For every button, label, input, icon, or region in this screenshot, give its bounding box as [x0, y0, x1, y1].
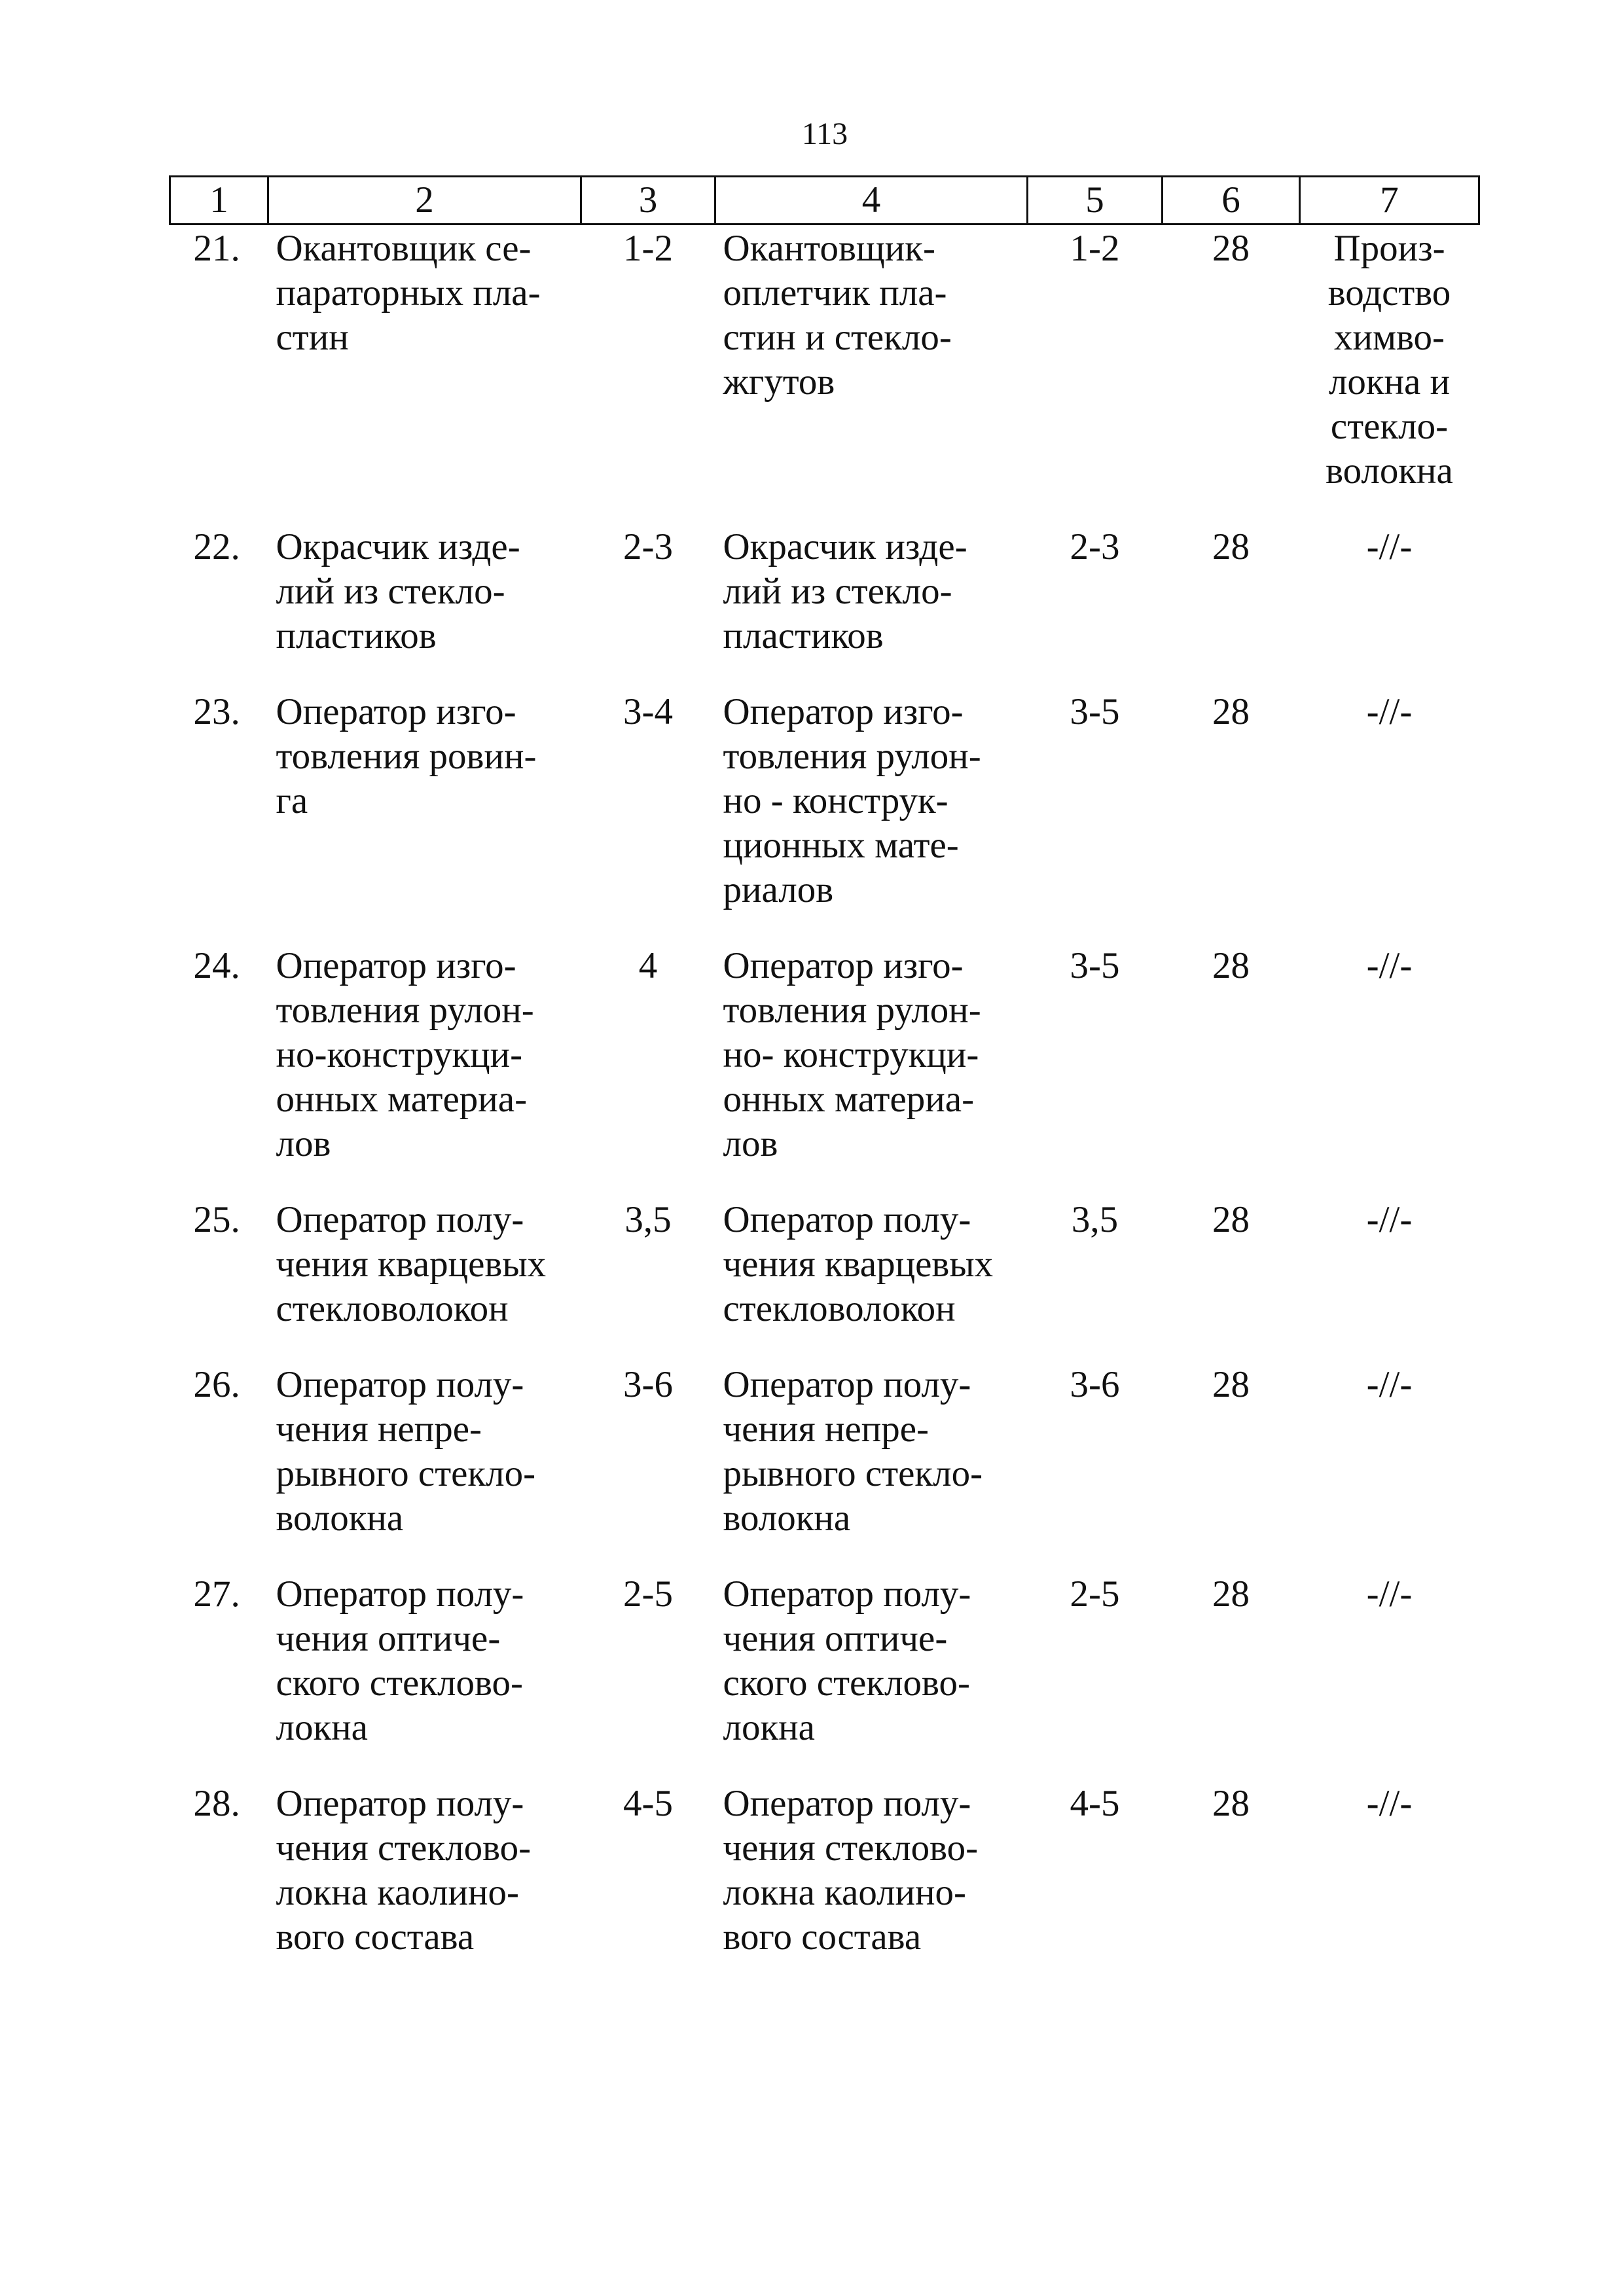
current-profession: Окантовщик се- параторных пла- стин	[276, 228, 541, 358]
section-number: 28	[1212, 526, 1250, 567]
header-col-2: 2	[268, 177, 581, 224]
current-profession: Оператор полу- чения стеклово- локна каолино- вого состава	[276, 1783, 532, 1958]
row-number: 28.	[193, 1783, 240, 1824]
production-note: -//-	[1366, 1364, 1413, 1405]
table-header-row	[170, 177, 1479, 224]
current-rank: 4-5	[623, 1783, 673, 1824]
new-profession: Окантовщик- оплетчик пла- стин и стекло- жгутов	[723, 228, 952, 403]
section-number: 28	[1212, 1783, 1250, 1824]
new-profession: Оператор полу- чения оптиче- ского стеклово- локна	[723, 1573, 971, 1748]
new-rank: 3,5	[1071, 1199, 1119, 1240]
section-number: 28	[1212, 1364, 1250, 1405]
table-row	[170, 1198, 1479, 1363]
table-row	[170, 944, 1479, 1198]
table-row	[170, 1572, 1479, 1782]
new-rank: 4-5	[1070, 1783, 1120, 1824]
row-number: 25.	[193, 1199, 240, 1240]
production-note: -//-	[1366, 691, 1413, 732]
professions-table	[169, 175, 1480, 1991]
current-profession: Оператор изго- товления рулон- но-конструкци- онных материа- лов	[276, 945, 534, 1164]
production-note: Произ- водство химво- локна и стекло- волокна	[1326, 228, 1453, 492]
current-rank: 4	[638, 945, 658, 986]
section-number: 28	[1212, 228, 1250, 269]
current-rank: 2-3	[623, 526, 673, 567]
production-note: -//-	[1366, 1573, 1413, 1615]
production-note: -//-	[1366, 526, 1413, 567]
current-rank: 3-4	[623, 691, 673, 732]
header-col-7: 7	[1300, 177, 1479, 224]
new-profession: Окрасчик изде- лий из стекло- пластиков	[723, 526, 967, 656]
new-profession: Оператор полу- чения непре- рывного стекло- волокна	[723, 1364, 983, 1539]
table-row	[170, 1782, 1479, 1991]
new-rank: 3-5	[1070, 691, 1120, 732]
production-note: -//-	[1366, 1199, 1413, 1240]
new-profession: Оператор полу- чения стеклово- локна каолино- вого состава	[723, 1783, 979, 1958]
page-number: 113	[801, 117, 848, 151]
production-note: -//-	[1366, 945, 1413, 986]
header-col-4: 4	[715, 177, 1028, 224]
table-row	[170, 690, 1479, 944]
new-rank: 2-3	[1070, 526, 1120, 567]
section-number: 28	[1212, 1573, 1250, 1615]
current-rank: 3-6	[623, 1364, 673, 1405]
header-col-5: 5	[1028, 177, 1163, 224]
current-rank: 1-2	[623, 228, 673, 269]
table-row	[170, 1363, 1479, 1572]
row-number: 26.	[193, 1364, 240, 1405]
row-number: 27.	[193, 1573, 240, 1615]
table-row	[170, 224, 1479, 526]
header-col-3: 3	[581, 177, 715, 224]
section-number: 28	[1212, 945, 1250, 986]
new-rank: 3-5	[1070, 945, 1120, 986]
current-profession: Оператор полу- чения кварцевых стекловолокон	[276, 1199, 547, 1329]
production-note: -//-	[1366, 1783, 1413, 1824]
new-rank: 1-2	[1070, 228, 1120, 269]
row-number: 22.	[193, 526, 240, 567]
current-profession: Оператор изго- товления ровин- га	[276, 691, 537, 821]
new-profession: Оператор изго- товления рулон- но - конструк- ционных мате- риалов	[723, 691, 981, 910]
row-number: 24.	[193, 945, 240, 986]
section-number: 28	[1212, 1199, 1250, 1240]
current-rank: 2-5	[623, 1573, 673, 1615]
row-number: 21.	[193, 228, 240, 269]
section-number: 28	[1212, 691, 1250, 732]
new-profession: Оператор полу- чения кварцевых стекловолокон	[723, 1199, 994, 1329]
header-col-6: 6	[1163, 177, 1300, 224]
row-number: 23.	[193, 691, 240, 732]
new-rank: 2-5	[1070, 1573, 1120, 1615]
new-profession: Оператор изго- товления рулон- но- конструкци- онных материа- лов	[723, 945, 981, 1164]
table-row	[170, 525, 1479, 690]
current-profession: Окрасчик изде- лий из стекло- пластиков	[276, 526, 520, 656]
new-rank: 3-6	[1070, 1364, 1120, 1405]
header-col-1: 1	[170, 177, 268, 224]
current-profession: Оператор полу- чения оптиче- ского стеклово- локна	[276, 1573, 524, 1748]
current-profession: Оператор полу- чения непре- рывного стекло- волокна	[276, 1364, 536, 1539]
current-rank: 3,5	[624, 1199, 672, 1240]
